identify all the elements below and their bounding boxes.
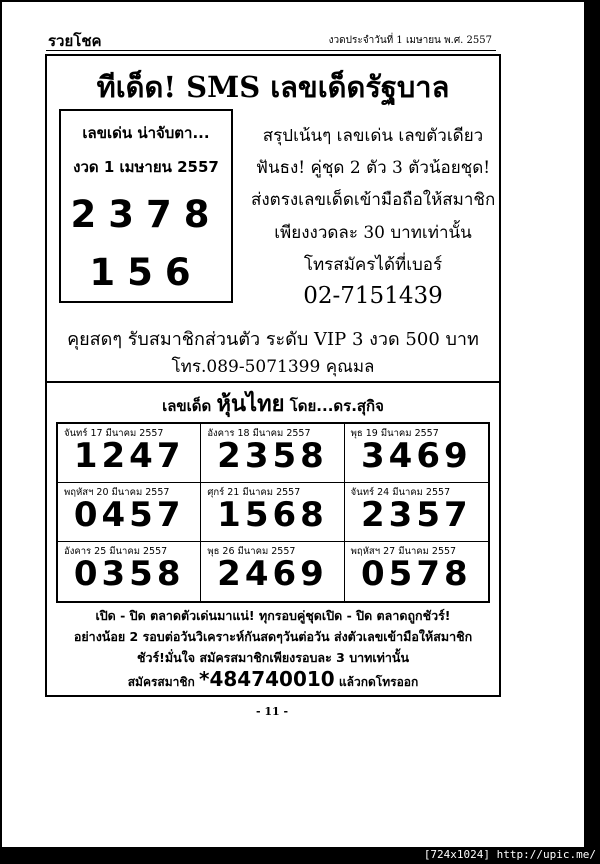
promo-box — [59, 109, 233, 303]
stock-cell-number: 2469 — [217, 554, 328, 594]
footer-line-1: เปิด - ปิด ตลาดตัวเด่นมาแน่! ทุกรอบคู่ชุดเปิด - ปิด ตลาดถูกชัวร์! — [95, 608, 451, 623]
stock-cell-number: 0578 — [361, 554, 472, 594]
image-host-watermark: [724x1024] http://upic.me/ — [423, 848, 596, 861]
footer-line-2: อย่างน้อย 2 รอบต่อวันวิเคราะห์กันสดๆวันต่อวัน ส่งตัวเลขเข้ามือให้สมาชิก — [73, 629, 473, 644]
stock-cell — [58, 424, 201, 483]
advertisement-frame — [45, 54, 501, 697]
stock-cell — [201, 542, 344, 601]
header-rule — [46, 50, 496, 51]
magazine-name: รวยโชค — [48, 32, 102, 50]
stock-cell-number: 2357 — [361, 495, 472, 535]
ad-line-5: โทรสมัครได้ที่เบอร์ — [303, 255, 443, 275]
stock-cell-number: 0358 — [73, 554, 185, 594]
ad-line-3: ส่งตรงเลขเด็ดเข้ามือถือให้สมาชิก — [251, 190, 496, 210]
promo-draw-date: งวด 1 เมษายน 2557 — [73, 158, 219, 176]
stock-cell-date: จันทร์ 17 มีนาคม 2557 — [64, 428, 164, 439]
stock-cell — [58, 542, 201, 601]
stock-section-title — [47, 386, 499, 421]
promo-numbers-row-2: 156 — [89, 251, 203, 294]
magazine-page — [2, 2, 584, 847]
stock-cell — [201, 424, 344, 483]
ad-phone-number: 02-7151439 — [303, 283, 443, 309]
signup-code: *484740010 — [199, 667, 335, 691]
stock-title-suffix: โดย...ดร.สุกิจ — [289, 397, 384, 415]
stock-cell-date: พฤหัสฯ 20 มีนาคม 2557 — [64, 487, 170, 498]
stock-cell-date: อังคาร 25 มีนาคม 2557 — [64, 546, 168, 557]
signup-prefix: สมัครสมาชิก — [127, 675, 195, 689]
contact-line: โทร.089-5071399 คุณมล — [171, 357, 375, 377]
vip-offer: คุยสดๆ รับสมาชิกส่วนตัว ระดับ VIP 3 งวด 500 บาท — [67, 329, 479, 350]
stock-cell-date: อังคาร 18 มีนาคม 2557 — [207, 428, 311, 439]
issue-date: งวดประจำวันที่ 1 เมษายน พ.ศ. 2557 — [328, 35, 492, 46]
ad-line-4: เพียงงวดละ 30 บาทเท่านั้น — [274, 223, 472, 243]
promo-numbers-row-1: 2378 — [70, 193, 222, 236]
ad-title: ทีเด็ด! SMS เลขเด็ดรัฐบาล — [96, 70, 450, 104]
stock-cell-date: พุธ 26 มีนาคม 2557 — [207, 546, 296, 557]
stock-cell-number: 2358 — [217, 436, 328, 476]
stock-cell-date: ศุกร์ 21 มีนาคม 2557 — [207, 487, 301, 498]
stock-title-prefix: เลขเด็ด — [162, 397, 212, 415]
stock-title-main: หุ้นไทย — [216, 392, 285, 417]
stock-cell-number: 0457 — [73, 495, 185, 535]
ad-line-1: สรุปเน้นๆ เลขเด่น เลขตัวเดียว — [262, 126, 484, 146]
stock-cell-number: 3469 — [361, 436, 472, 476]
stock-cell — [201, 483, 344, 542]
stock-cell — [345, 424, 488, 483]
stock-cell-date: พุธ 19 มีนาคม 2557 — [350, 428, 439, 439]
stock-cell-date: พฤหัสฯ 27 มีนาคม 2557 — [350, 546, 457, 557]
page-number: - 11 - — [255, 705, 289, 718]
stock-cell-number: 1568 — [217, 495, 328, 535]
section-divider — [47, 381, 499, 383]
promo-heading: เลขเด่น น่าจับตา... — [82, 124, 210, 142]
stock-cell — [58, 483, 201, 542]
stock-number-grid — [56, 422, 490, 603]
stock-cell-date: จันทร์ 24 มีนาคม 2557 — [350, 487, 451, 498]
stock-cell-number: 1247 — [73, 436, 185, 476]
stock-cell — [345, 542, 488, 601]
signup-suffix: แล้วกดโทรออก — [338, 675, 419, 689]
ad-line-2: ฟันธง! คู่ชุด 2 ตัว 3 ตัวน้อยชุด! — [255, 158, 491, 178]
footer-line-3: ชัวร์!มั่นใจ สมัครสมาชิกเพียงรอบละ 3 บาทเท่านั้น — [136, 650, 410, 665]
signup-line — [47, 667, 499, 692]
stock-cell — [345, 483, 488, 542]
